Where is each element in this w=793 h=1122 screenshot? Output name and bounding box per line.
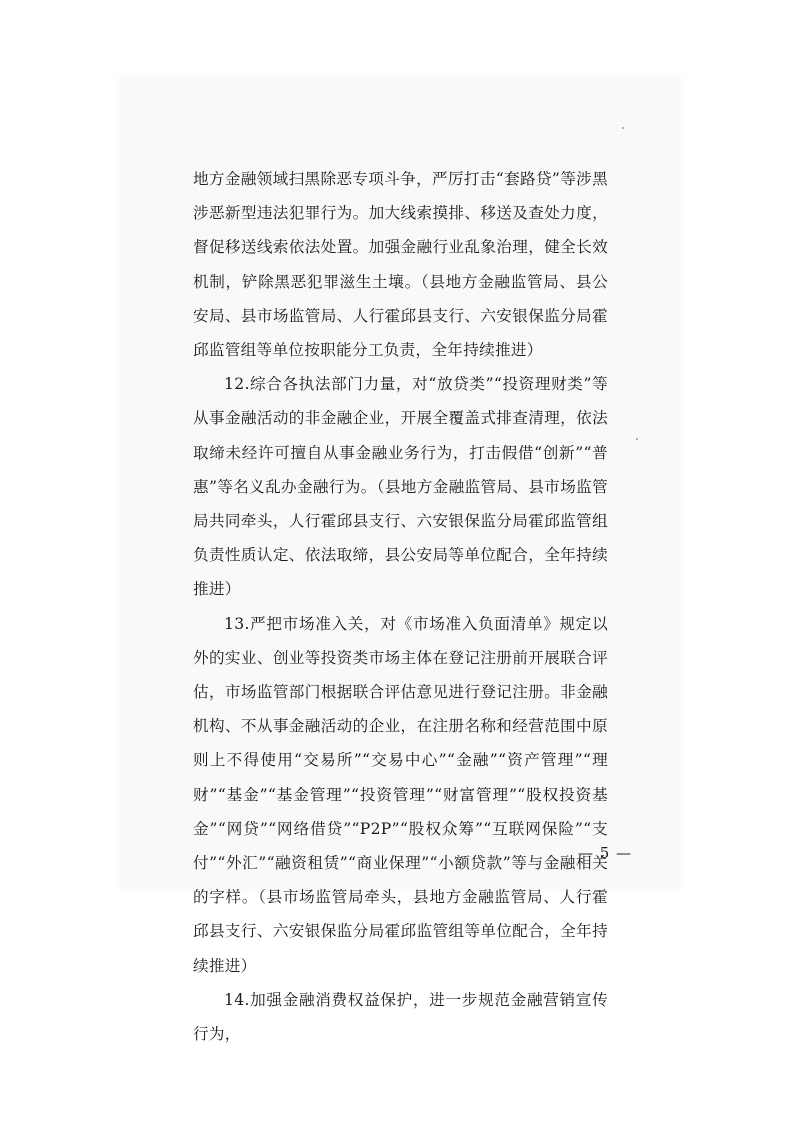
scan-speck <box>636 438 638 440</box>
paragraph-item-13: 13.严把市场准入关，对《市场准入负面清单》规定以外的实业、创业等投资类市场主体在登记注册前开展联合评估，市场监管部门根据联合评估意见进行登记注册。非金融机构、不从事金融活动的企业，在注册名称和经营范围中原则上不得使用“交易所”“交易中心”“金融”“资产管理”“理财”“基金”“基金管理”“投资管理”“财富管理”“股权投资基金”“网贷”“网络借贷”“P2P”“股权众筹”“互联网保险”“支付”“外汇”“融资租赁”“商业保理”“小额贷款”等与金融相关的字样。（县市场监管局牵头，县地方金融监管局、人行霍邱县支行、六安银保监分局霍邱监管组等单位配合，全年持续推进） <box>193 614 608 975</box>
scan-speck <box>622 127 624 129</box>
document-body <box>193 162 608 1051</box>
paragraph-item-12: 12.综合各执法部门力量，对“放贷类”“投资理财类”等从事金融活动的非金融企业，开展全覆盖式排查清理，依法取缔未经许可擅自从事金融业务行为，打击假借“创新”“普惠”等名义乱办金融行为。（县地方金融监管局、县市场监管局共同牵头，人行霍邱县支行、六安银保监分局霍邱监管组负责性质认定、依法取缔，县公安局等单位配合，全年持续推进） <box>193 375 608 599</box>
paragraph-continuation: 地方金融领域扫黑除恶专项斗争，严厉打击“套路贷”等涉黑涉恶新型违法犯罪行为。加大线索摸排、移送及查处力度，督促移送线索依法处置。加强金融行业乱象治理，健全长效机制，铲除黑恶犯罪滋生土壤。（县地方金融监管局、县公安局、县市场监管局、人行霍邱县支行、六安银保监分局霍邱监管组等单位按职能分工负责，全年持续推进） <box>193 170 608 360</box>
paragraph-item-14: 14.加强金融消费权益保护，进一步规范金融营销宣传行为， <box>193 990 608 1044</box>
page-number: — 5 — <box>578 844 633 862</box>
